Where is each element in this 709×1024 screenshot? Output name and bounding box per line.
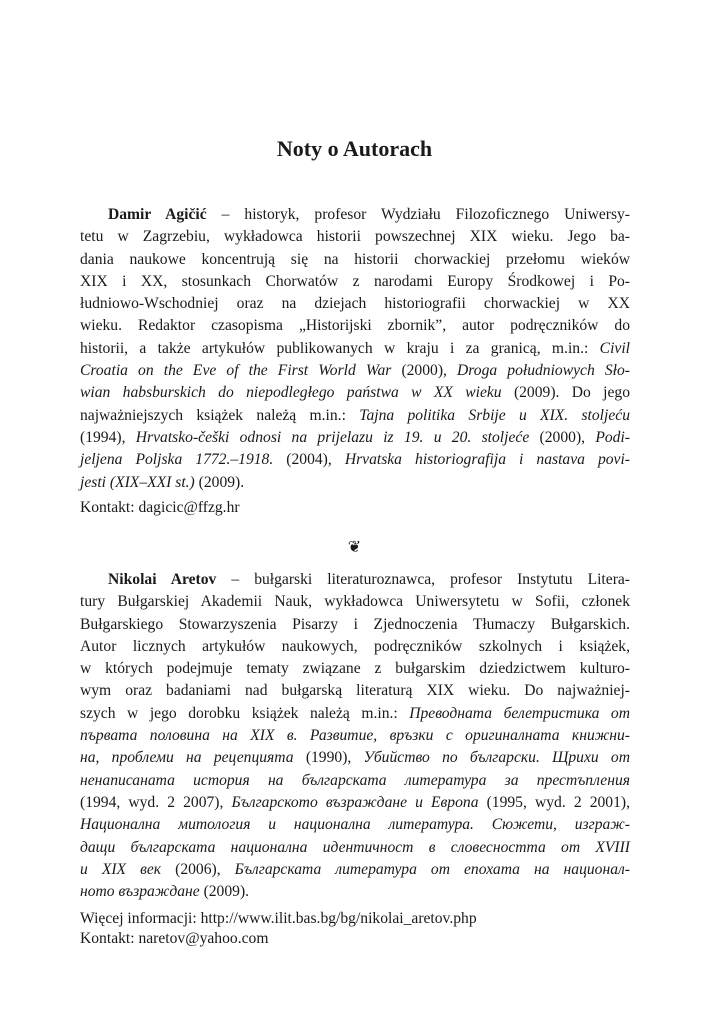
text-line: [80, 747, 630, 769]
text-line: [80, 636, 630, 658]
text-line: [80, 658, 630, 680]
text-run: szych w jego dorobku książek należą m.in.:: [80, 704, 410, 722]
text-run: wym oraz badaniami nad bułgarską literaturą XIX wieku. Do najważniej-: [80, 682, 630, 700]
text-line: [80, 293, 630, 315]
text-run: najważniejszych książek należą m.in.:: [80, 406, 360, 424]
work-title: jeljena Poljska 1772.–1918.: [80, 451, 274, 469]
text-run: tetu w Zagrzebiu, wykładowca historii powszechnej XIX wieku. Jego ba-: [80, 228, 630, 246]
text-line: [80, 315, 630, 337]
text-line: [80, 427, 630, 449]
author-bio-aretov: [80, 569, 630, 903]
text-run: Bułgarskiego Stowarzyszenia Pisarzy i Zjednoczenia Tłumaczy Bułgarskich.: [80, 615, 630, 633]
work-title: ното възраждане: [80, 883, 200, 901]
text-run: (2009). Do jego: [501, 384, 630, 402]
text-run: w których podejmuje tematy związane z bułgarskim dziedzictwem kulturo-: [80, 660, 630, 678]
text-run: – historyk, profesor Wydziału Filozoficznego Uniwersy-: [206, 206, 631, 223]
text-run: – bułgarski literaturoznawca, profesor Instytutu Litera-: [216, 571, 630, 588]
work-title: Tajna politika Srbije u XIX. stoljeću: [359, 406, 630, 424]
text-line: [80, 614, 630, 636]
work-title: Убийство по български. Щрихи от: [363, 749, 630, 767]
work-title: първата половина на XIX в. Развитие, връзки с оригиналната книжни-: [80, 727, 630, 745]
work-title: ненаписаната история на българската литература за престъпления: [80, 771, 630, 789]
text-run: tury Bułgarskiej Akademii Nauk, wykładowca Uniwersytetu w Sofii, członek: [80, 593, 630, 611]
work-title: Hrvatsko-češki odnosi na prijelazu iz 19. u 20. stoljeće: [135, 428, 530, 446]
text-line: [80, 360, 630, 382]
text-run: Autor licznych artykułów naukowych, podręczników szkolnych i książek,: [80, 637, 630, 655]
text-line: [80, 204, 630, 226]
work-title: Българската литература от епохата на национал-: [234, 860, 630, 878]
text-line: [80, 271, 630, 293]
text-line: [80, 725, 630, 747]
text-line: [80, 569, 630, 591]
contact-aretov: [80, 909, 640, 949]
work-title: Българското възраждане и Европа: [231, 793, 479, 811]
text-run: (2006),: [161, 860, 235, 878]
text-line: [80, 837, 630, 859]
text-run: łudniowo-Wschodniej oraz na dziejach historiografii chorwackiej w XX: [80, 295, 630, 313]
text-line: [80, 591, 630, 613]
work-title: Podi-: [595, 428, 630, 446]
text-line: [80, 881, 630, 903]
text-run: (1994, wyd. 2 2007),: [80, 793, 232, 811]
text-line: [80, 382, 630, 404]
author-bio-agicic: [80, 204, 630, 494]
text-line: [80, 338, 630, 360]
text-run: wieku. Redaktor czasopisma „Historijski zbornik”, autor podręczników do: [80, 317, 630, 335]
text-run: (1994),: [80, 428, 136, 446]
work-title: на, проблеми на рецепцията: [80, 749, 294, 767]
more-info-link-text: Więcej informacji: http://www.ilit.bas.bg/bg/nikolai_aretov.php: [80, 910, 477, 927]
text-run: (2000),: [529, 428, 596, 446]
text-line: [80, 680, 630, 702]
text-run: (2009).: [194, 473, 245, 491]
text-run: (2004),: [273, 451, 345, 469]
work-title: jesti (XIX–XXI st.): [80, 473, 195, 491]
work-title: Civil: [599, 339, 630, 357]
work-title: Hrvatska historiografija i nastava povi-: [344, 451, 630, 469]
text-line: [80, 792, 630, 814]
text-line: [80, 859, 630, 881]
work-title: и XIX век: [80, 860, 162, 878]
text-line: [80, 770, 630, 792]
text-line: [80, 405, 630, 427]
text-run: (2009).: [199, 883, 250, 901]
work-title: дащи българската национална идентичност в словесността от XVIII: [80, 838, 630, 856]
text-run: (2000),: [391, 362, 458, 380]
text-line: [80, 226, 630, 248]
work-title: Преводната белетристика от: [409, 704, 630, 722]
text-line: [80, 814, 630, 836]
text-run: (1990),: [293, 749, 364, 767]
author-name: Nikolai Aretov: [108, 571, 217, 588]
text-line: [80, 703, 630, 725]
work-title: Droga południowych Sło-: [457, 362, 630, 380]
fleuron-ornament: ❦: [347, 539, 362, 556]
text-run: (1995, wyd. 2 2001),: [478, 793, 630, 811]
page-title: Noty o Autorach: [276, 136, 433, 161]
work-title: Croatia on the Eve of the First World War: [80, 362, 392, 380]
text-line: [80, 249, 630, 271]
work-title: wian habsburskich do niepodległego państwa w XX wieku: [80, 384, 502, 402]
contact-email-text: Kontakt: naretov@yahoo.com: [80, 930, 269, 947]
text-run: XIX i XX, stosunkach Chorwatów z narodami Europy Środkowej i Po-: [80, 272, 630, 290]
text-line: [80, 449, 630, 471]
contact-agicic: Kontakt: dagicic@ffzg.hr: [80, 499, 240, 516]
author-name: Damir Agičić: [108, 206, 207, 223]
text-line: [80, 472, 630, 494]
text-run: historii, a także artykułów publikowanych w kraju i za granicą, m.in.:: [80, 339, 600, 357]
work-title: Национална митология и национална литература. Сюжети, изграж-: [80, 816, 630, 834]
text-run: dania naukowe koncentrują się na historii chorwackiej przełomu wieków: [80, 250, 630, 268]
